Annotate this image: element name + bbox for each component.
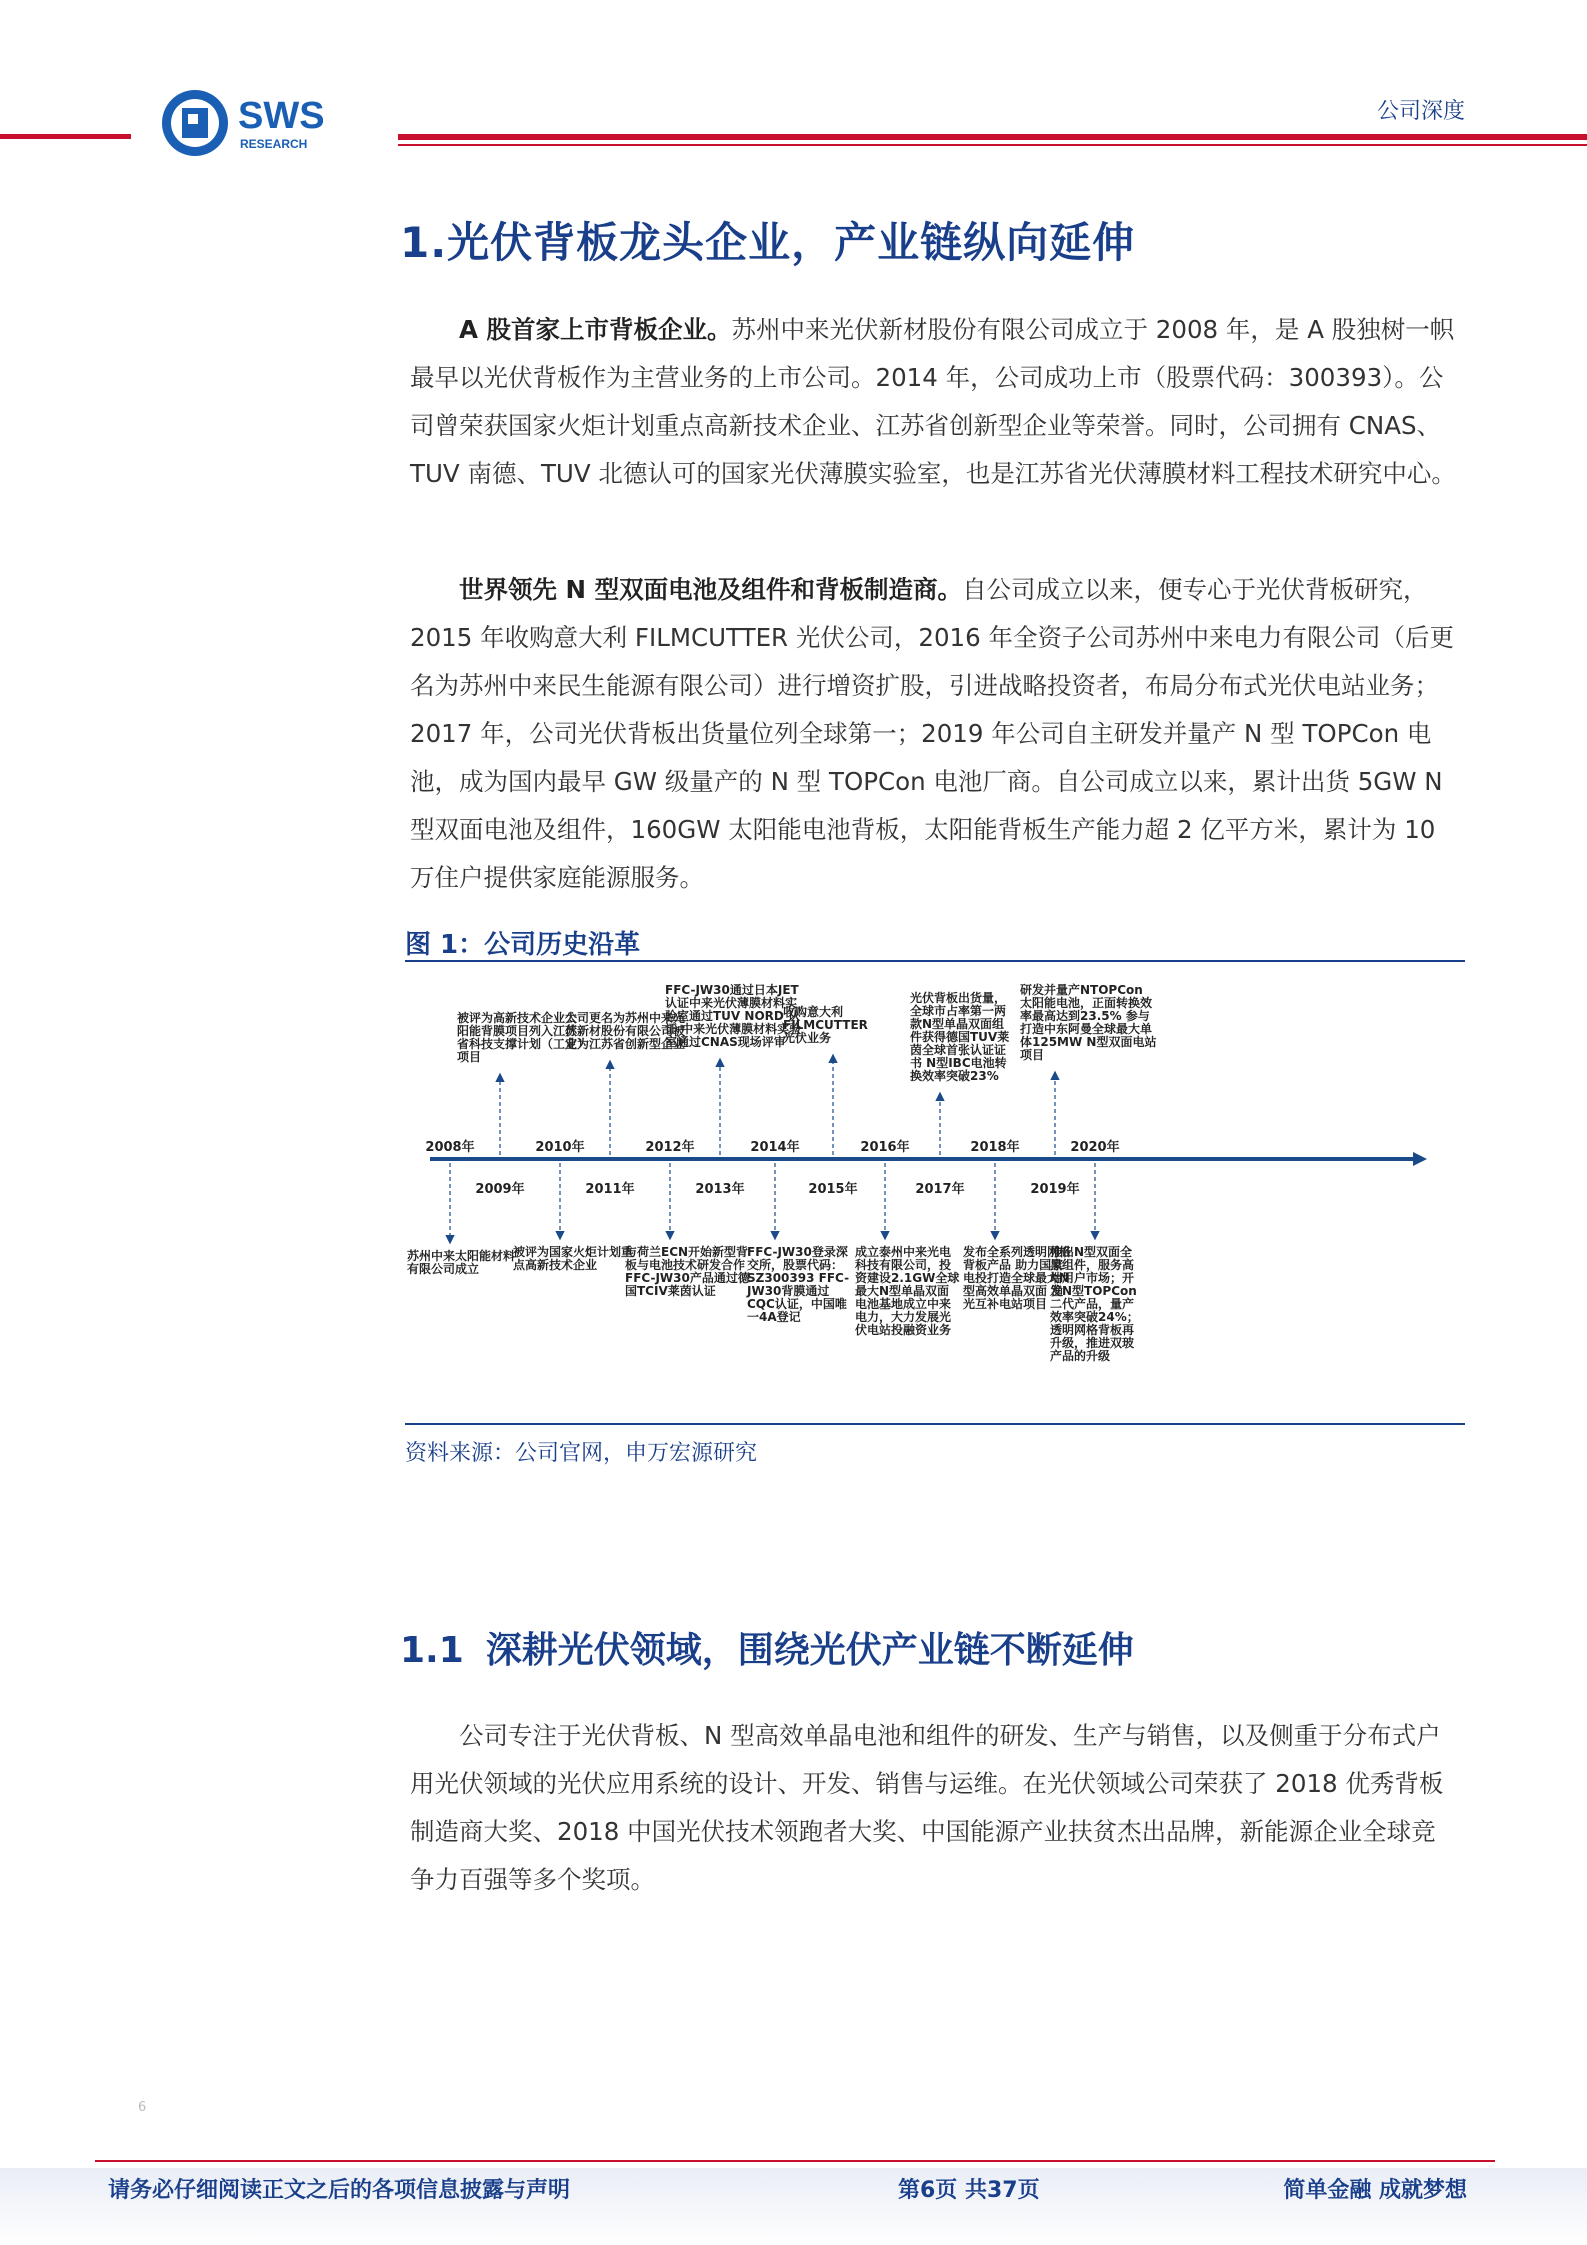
paragraph-2-lead: 世界领先 N 型双面电池及组件和背板制造商。 [459, 575, 963, 604]
logo-text: SWS [238, 95, 325, 137]
figure-source: 资料来源：公司官网，申万宏源研究 [405, 1441, 758, 1466]
page-mark: 6 [138, 2100, 147, 2115]
timeline-year-label: 2015年 [808, 1182, 858, 1197]
figure-rule-bottom [405, 1423, 1465, 1425]
timeline-event-below: 推出N型双面全黑组件，服务高端用户市场；开发N型TOPCon 二代产品，量产效率突破24%；透明网格背板再升级，推进双玻产品的升级 [1050, 1245, 1139, 1363]
header-rule-right [398, 134, 1587, 140]
timeline-year-label: 2018年 [970, 1140, 1020, 1155]
footer-page-number: 第6页 共37页 [898, 2178, 1040, 2203]
footer-slogan: 简单金融 成就梦想 [1283, 2178, 1467, 2203]
timeline-year-label: 2014年 [750, 1140, 800, 1155]
timeline-year-label: 2017年 [915, 1182, 965, 1197]
section-title: 1.光伏背板龙头企业，产业链纵向延伸 [400, 218, 1136, 267]
timeline-event-below: FFC-JW30登录深交所，股票代码： SZ300393 FFC-JW30背膜通过 CQC认证，中国唯一4A登记 [747, 1245, 850, 1324]
timeline-event-below: 被评为国家火炬计划重点高新技术企业 [513, 1245, 634, 1272]
timeline-event-above: 被评为高新技术企业太阳能背膜项目列入江苏省科技支撑计划（工业）项目 [457, 1011, 590, 1064]
paragraph-3: 公司专注于光伏背板、N 型高效单晶电池和组件的研发、生产与销售，以及侧重于分布式户用光伏领域的光伏应用系统的设计、开发、销售与运维。在光伏领域公司荣获了 2018 优秀背板制造商大奖、2018 中国光伏技术领跑者大奖、中国能源产业扶贫杰出品牌，新能源企业全球竞争力百强等多个奖项。 [410, 1721, 1444, 1894]
timeline-event-above: 光伏背板出货量，全球市占率第一两款N型单晶双面组件获得德国TUV莱茵全球首张认证证书 N型IBC电池转换效率突破23% [910, 991, 1010, 1083]
timeline-year-label: 2016年 [860, 1140, 910, 1155]
timeline-year-label: 2012年 [645, 1140, 695, 1155]
sws-logo [160, 88, 380, 158]
timeline-event-above: 收购意大利 FILMCUTTER 光伏业务 [783, 1005, 868, 1045]
timeline-year-label: 2019年 [1030, 1182, 1080, 1197]
figure-rule-top [405, 960, 1465, 962]
figure-title: 图 1：公司历史沿革 [405, 930, 641, 960]
header-rule-left [0, 134, 131, 139]
subsection-number: 1.1 [400, 1630, 464, 1671]
timeline-event-below: 与荷兰ECN开始新型背板与电池技术研发合作 FFC-JW30产品通过德国TCIV莱茵认证 [625, 1245, 750, 1298]
header-rule-thin [398, 144, 1587, 146]
paragraph-2 [410, 566, 1460, 902]
report-type: 公司深度 [1376, 99, 1465, 124]
paragraph-1-lead: A 股首家上市背板企业。 [459, 315, 732, 344]
logo-subtext: RESEARCH [240, 137, 308, 151]
timeline-year-label: 2020年 [1070, 1140, 1120, 1155]
timeline-arrow [1413, 1152, 1427, 1166]
timeline-event-below: 发布全系列透明网格背板产品 助力国家电投打造全球最大N 型高效单晶双面 渔光互补电站项目 [963, 1245, 1072, 1311]
timeline-figure [405, 966, 1465, 1418]
timeline-year-label: 2008年 [425, 1140, 475, 1155]
timeline-year-label: 2010年 [535, 1140, 585, 1155]
timeline-event-below: 苏州中来太阳能材料有限公司成立 [407, 1249, 516, 1276]
timeline-event-below: 成立泰州中来光电科技有限公司，投资建设2.1GW全球最大N型单晶双面电池基地成立中来电力，大力发展光伏电站投融资业务 [855, 1245, 960, 1337]
timeline-event-above: 研发并量产NTOPCon 太阳能电池，正面转换效率最高达到23.5% 参与打造中东阿曼全球最大单体125MW N型双面电站项目 [1020, 983, 1157, 1062]
footer-rule [95, 2160, 1495, 2162]
timeline-year-label: 2013年 [695, 1182, 745, 1197]
footer-disclaimer: 请务必仔细阅读正文之后的各项信息披露与声明 [108, 2178, 571, 2203]
timeline-year-label: 2011年 [585, 1182, 635, 1197]
timeline-event-above: 公司更名为苏州中来光伏新材股份有限公司被定为江苏省创新型企业 [565, 1011, 686, 1051]
subsection-heading: 深耕光伏领域，围绕光伏产业链不断延伸 [485, 1630, 1134, 1671]
timeline-year-label: 2009年 [475, 1182, 525, 1197]
paragraph-2-body: 自公司成立以来，便专心于光伏背板研究， 2015 年收购意大利 FILMCUTTER 光伏公司，2016 年全资子公司苏州中来电力有限公司（后更名为苏州中来民生能源有限公司）进行增资扩股，引进战略投资者，布局分布式光伏电站业务；2017 年，公司光伏背板出货量位列全球第一；2019 年公司自主研发并量产 N 型 TOPCon 电池，成为国内最早 GW 级量产的 N 型 TOPCon 电池厂商。自公司成立以来，累计出货 5GW N 型双面电池及组件，160GW 太阳能电池背板，太阳能背板生产能力超 2 亿平方米，累计为 10 万住户提供家庭能源服务。 [410, 575, 1454, 892]
subsection-title [400, 1622, 1134, 1673]
timeline-event-above: FFC-JW30通过日本JET 认证中来光伏薄膜材料实验室通过TUV NORD 认证 中来光伏薄膜材料实验室通过CNAS现场评审 [665, 983, 802, 1049]
paragraph-1-body: 苏州中来光伏新材股份有限公司成立于 2008 年，是 A 股独树一帜最早以光伏背板作为主营业务的上市公司。2014 年，公司成功上市（股票代码：300393）。公司曾荣获国家火炬计划重点高新技术企业、江苏省创新型企业等荣誉。同时，公司拥有 CNAS、TUV 南德、TUV 北德认可的国家光伏薄膜实验室，也是江苏省光伏薄膜材料工程技术研究中心。 [410, 315, 1456, 488]
paragraph-1 [410, 306, 1460, 498]
